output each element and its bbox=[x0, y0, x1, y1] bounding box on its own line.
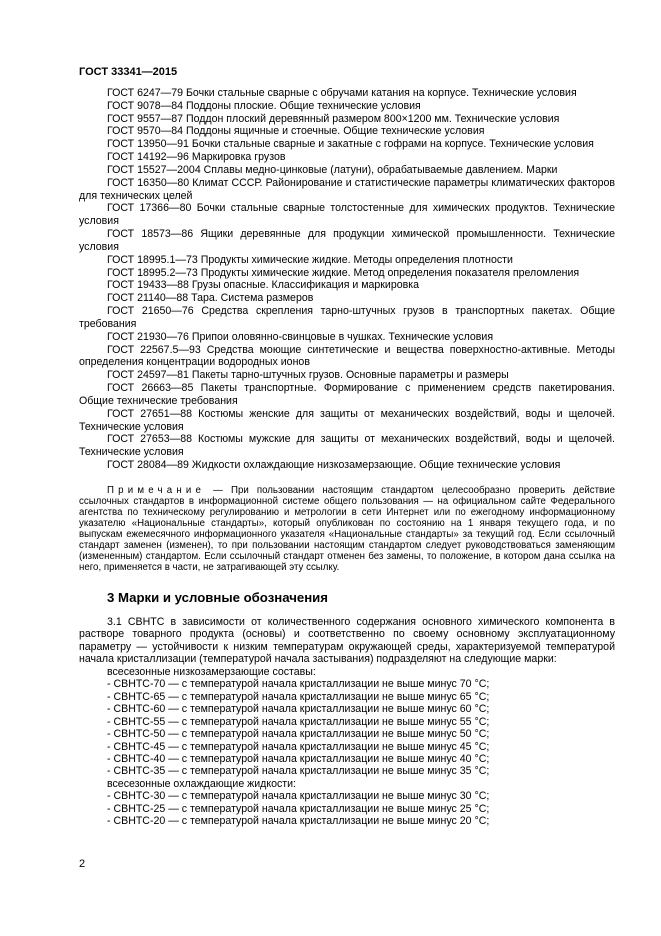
grade-item: - СВНТС-65 — с температурой начала кристаллизации не выше минус 65 °С; bbox=[107, 690, 490, 703]
reference-item: ГОСТ 15527—2004 Сплавы медно-цинковые (латуни), обрабатываемые давлением. Марки bbox=[107, 163, 558, 176]
reference-item: ГОСТ 24597—81 Пакеты тарно-штучных грузов. Основные параметры и размеры bbox=[107, 369, 509, 382]
reference-item: ГОСТ 13950—91 Бочки стальные сварные и закатные с гофрами на корпусе. Технические условия bbox=[107, 138, 594, 151]
group-title: всесезонные охлаждающие жидкости: bbox=[107, 777, 296, 790]
grade-item: - СВНТС-40 — с температурой начала кристаллизации не выше минус 40 °С; bbox=[107, 752, 490, 765]
reference-item: ГОСТ 26663—85 Пакеты транспортные. Формирование с применением средств пакетирования. Общие технические требования bbox=[79, 382, 615, 407]
normative-references-list bbox=[79, 87, 615, 472]
grade-item: - СВНТС-20 — с температурой начала кристаллизации не выше минус 20 °С; bbox=[107, 815, 490, 828]
group-title: всесезонные низкозамерзающие составы: bbox=[107, 665, 316, 678]
reference-item: ГОСТ 21930—76 Припои оловянно-свинцовые в чушках. Технические условия bbox=[107, 330, 494, 343]
reference-item: ГОСТ 21650—76 Средства скрепления тарно-штучных грузов в транспортных пакетах. Общие требования bbox=[79, 305, 615, 330]
reference-item: ГОСТ 18995.2—73 Продукты химические жидкие. Метод определения показателя преломления bbox=[107, 266, 580, 279]
reference-item: ГОСТ 9557—87 Поддон плоский деревянный размером 800×1200 мм. Технические условия bbox=[107, 112, 560, 125]
reference-item: ГОСТ 14192—96 Маркировка грузов bbox=[107, 151, 286, 164]
grade-item: - СВНТС-70 — с температурой начала кристаллизации не выше минус 70 °С; bbox=[107, 678, 490, 691]
grade-item: - СВНТС-25 — с температурой начала кристаллизации не выше минус 25 °С; bbox=[107, 802, 490, 815]
reference-item: ГОСТ 18995.1—73 Продукты химические жидкие. Методы определения плотности bbox=[107, 253, 513, 266]
grade-item: - СВНТС-55 — с температурой начала кристаллизации не выше минус 55 °С; bbox=[107, 715, 490, 728]
reference-item: ГОСТ 9078—84 Поддоны плоские. Общие технические условия bbox=[107, 99, 421, 112]
reference-item: ГОСТ 19433—88 Грузы опасные. Классификация и маркировка bbox=[107, 279, 420, 292]
reference-item: ГОСТ 16350—80 Климат СССР. Районирование и статистические параметры климатических факторов для технических целей bbox=[79, 176, 615, 202]
reference-item: ГОСТ 22567.5—93 Средства моющие синтетические и вещества поверхностно-активные. Методы определения концентрации водородных ионов bbox=[79, 343, 615, 369]
reference-item: ГОСТ 6247—79 Бочки стальные сварные с обручами катания на корпусе. Технические условия bbox=[107, 87, 577, 99]
note-text: — При пользовании настоящим стандартом целесообразно проверить действие ссылочных стандартов в информационной системе общего пользования — на официальном сайте Федерального агентства по техническому регулированию и метрологии в сети Интернет или по ежегодному информационному указателю «Национальные стандарты», который опубликован по состоянию на 1 января текущего года, и по выпускам ежемесячного информационного указателя «Национальные стандарты» за текущий год. Если ссылочный стандарт заменен (изменен), то при пользовании настоящим стандартом следует руководствоваться заменяющим (измененным) стандартом. Если ссылочный стандарт отменен без замены, то положение, в котором дана ссылка на него, применяется в части, не затрагивающей эту ссылку. bbox=[79, 485, 615, 573]
reference-item: ГОСТ 9570—84 Поддоны ящичные и стоечные. Общие технические условия bbox=[107, 125, 485, 138]
reference-item: ГОСТ 17366—80 Бочки стальные сварные толстостенные для химических продуктов. Технические условия bbox=[79, 202, 615, 228]
grade-item: - СВНТС-45 — с температурой начала кристаллизации не выше минус 45 °С; bbox=[107, 740, 490, 753]
grade-item: - СВНТС-50 — с температурой начала кристаллизации не выше минус 50 °С; bbox=[107, 728, 490, 741]
document-header: ГОСТ 33341—2015 bbox=[79, 66, 178, 78]
section-heading: 3 Марки и условные обозначения bbox=[107, 590, 328, 605]
grade-groups bbox=[79, 666, 615, 828]
reference-item: ГОСТ 21140—88 Тара. Система размеров bbox=[107, 292, 314, 305]
note-label: Примечание bbox=[107, 485, 206, 496]
grade-item: - СВНТС-30 — с температурой начала кристаллизации не выше минус 30 °С; bbox=[107, 790, 490, 803]
reference-item: ГОСТ 18573—86 Ящики деревянные для продукции химической промышленности. Технические условия bbox=[79, 228, 615, 253]
grade-item: - СВНТС-60 — с температурой начала кристаллизации не выше минус 60 °С; bbox=[107, 703, 490, 716]
reference-item: ГОСТ 28084—89 Жидкости охлаждающие низкозамерзающие. Общие технические условия bbox=[107, 459, 561, 472]
page-number: 2 bbox=[79, 858, 86, 870]
section-paragraph: 3.1 СВНТС в зависимости от количественного содержания основного химического компонента в растворе товарного продукта (основы) и соответственно по своему основному эксплуатационному параметру — устойчивости к низким температурам окружающей среды, характеризуемой температурой начала кристаллизации (температурой начала застывания) подразделяют на следующие марки: bbox=[79, 616, 615, 666]
note bbox=[79, 485, 615, 573]
section-body bbox=[79, 616, 615, 828]
reference-item: ГОСТ 27653—88 Костюмы мужские для защиты от механических воздействий, воды и щелочей. Технические условия bbox=[79, 433, 615, 459]
reference-item: ГОСТ 27651—88 Костюмы женские для защиты от механических воздействий, воды и щелочей. Технические условия bbox=[79, 407, 615, 433]
grade-item: - СВНТС-35 — с температурой начала кристаллизации не выше минус 35 °С; bbox=[107, 765, 490, 778]
